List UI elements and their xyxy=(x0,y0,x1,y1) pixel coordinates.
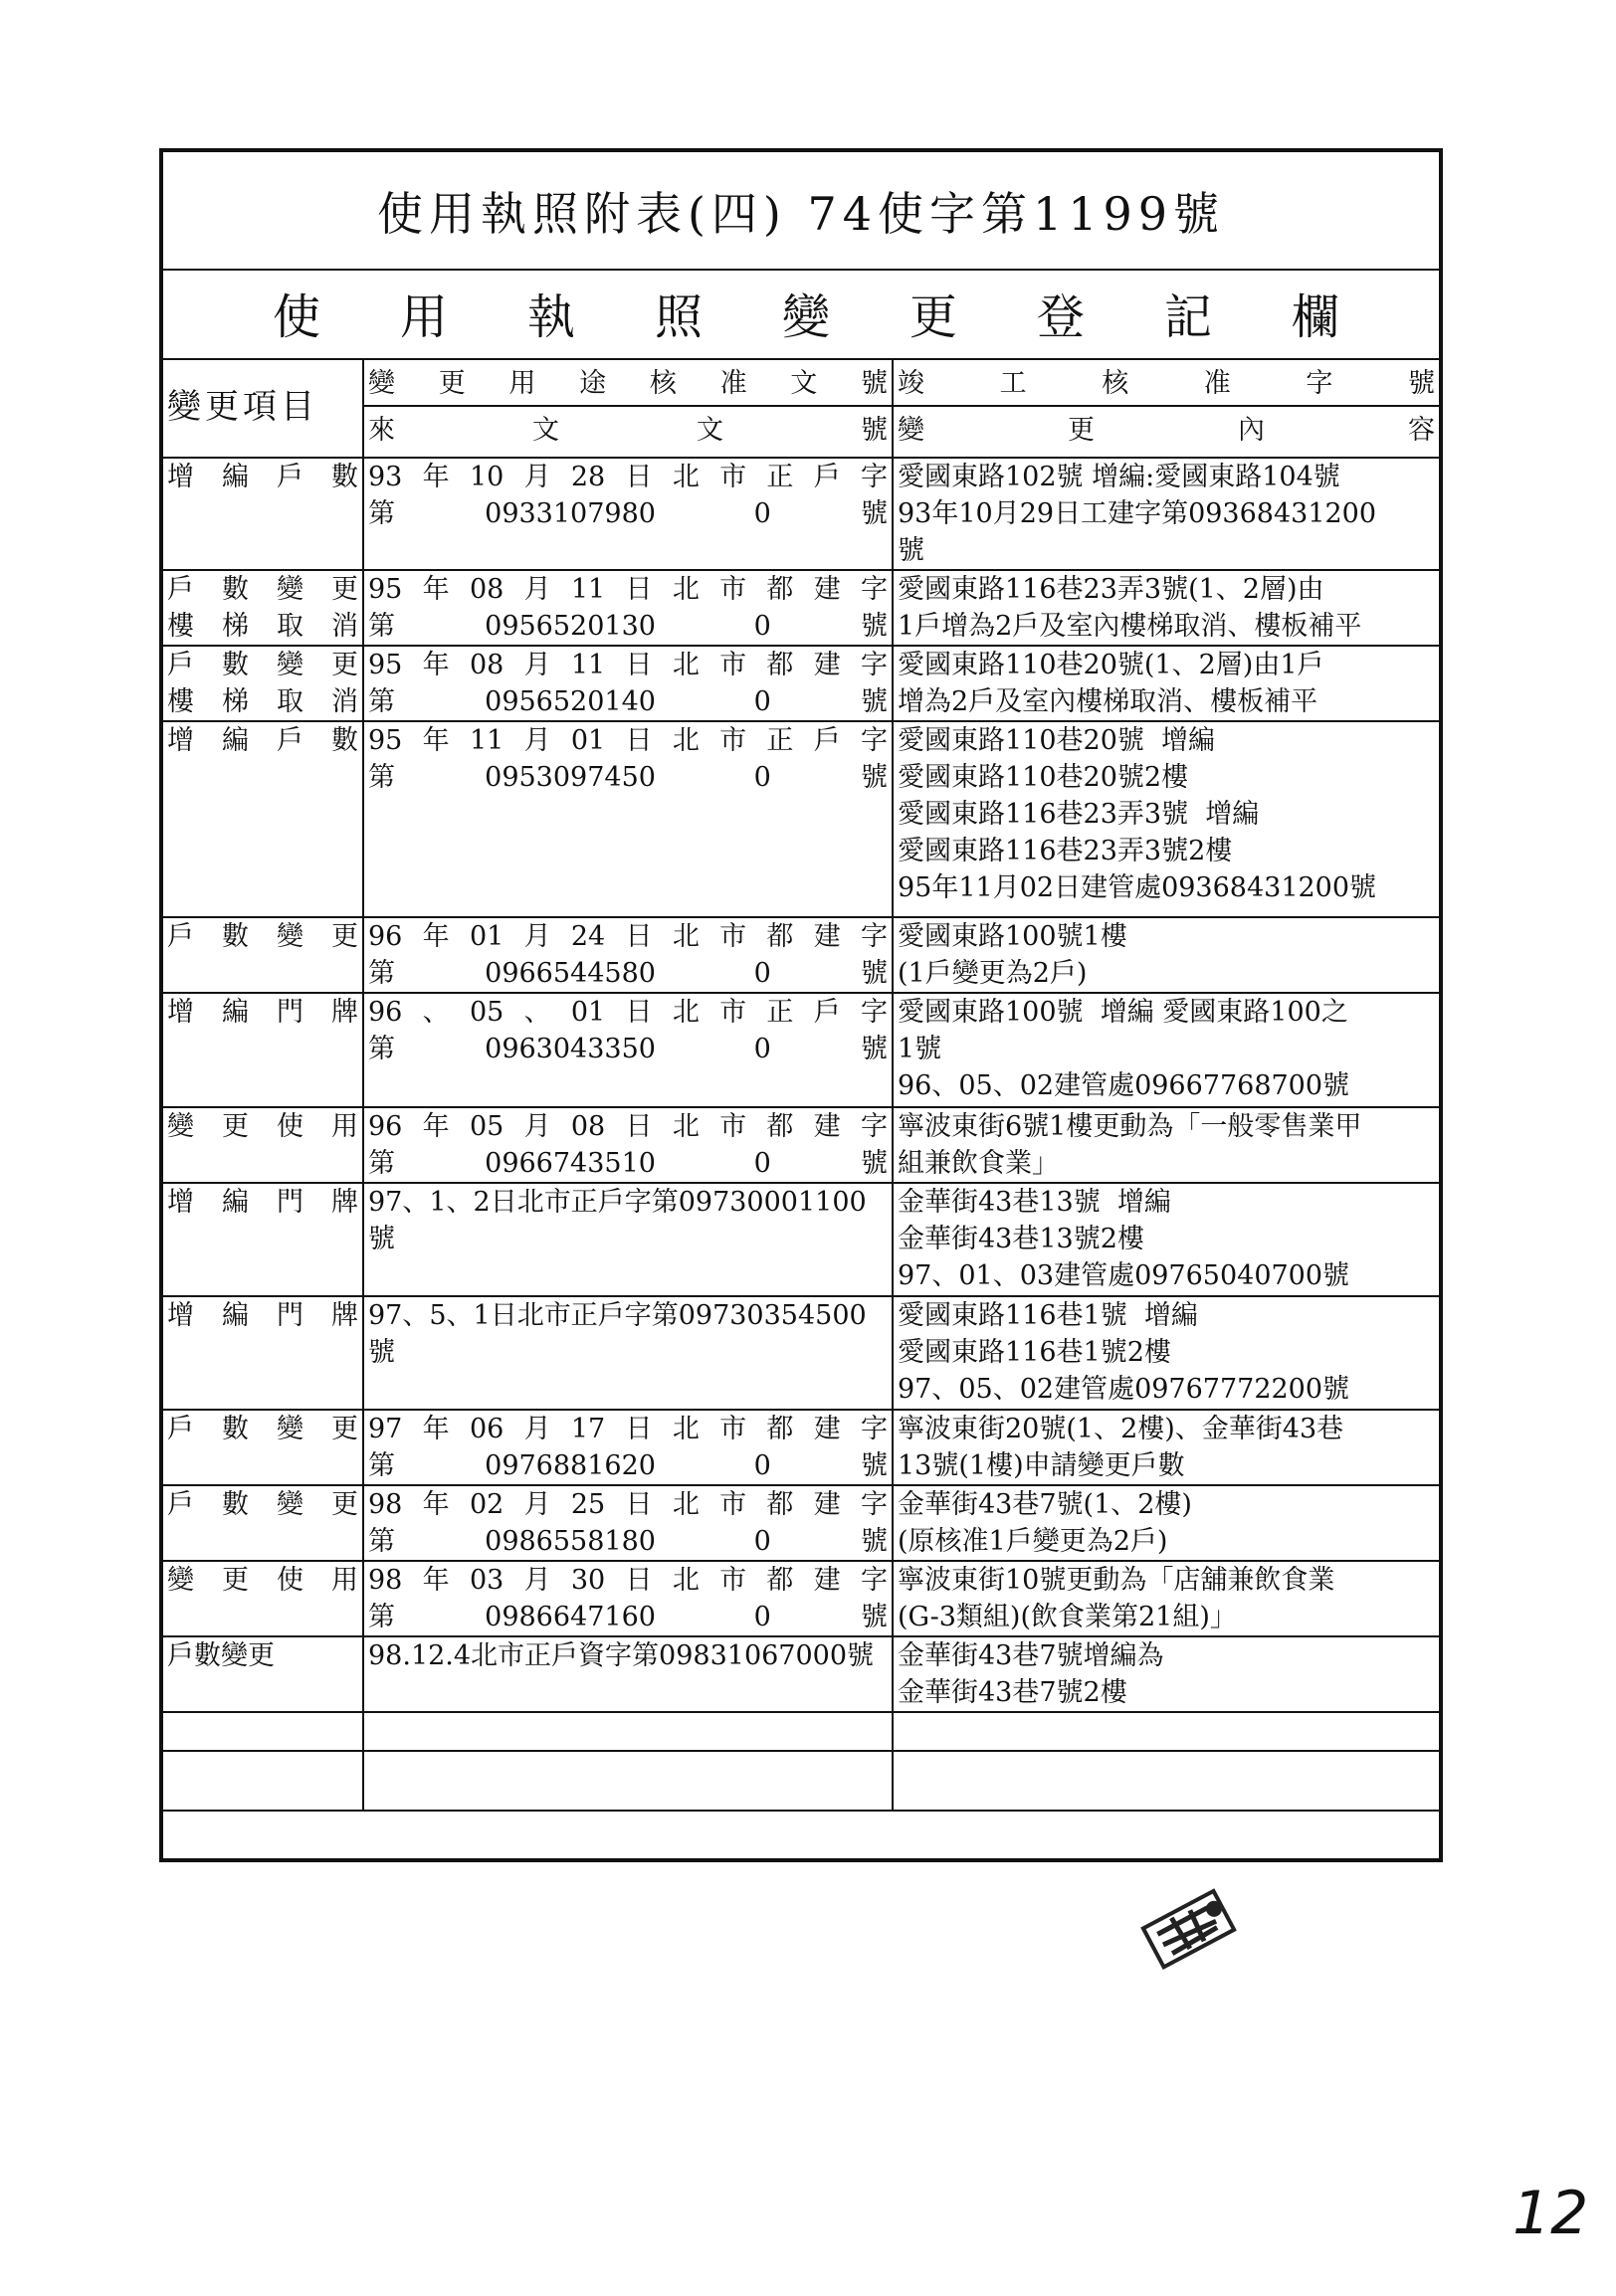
change-content-line: 愛國東路110巷20號2樓 xyxy=(898,762,1189,793)
change-content-line: 金華街43巷7號(1、2樓) xyxy=(898,1489,1192,1520)
change-content-line: 愛國東路100號 增編 愛國東路100之 xyxy=(898,997,1348,1028)
doc-number-cell xyxy=(363,1636,893,1712)
change-content-line: 愛國東路102號 增編:愛國東路104號 xyxy=(898,462,1340,492)
doc-number-cell xyxy=(363,1561,893,1636)
page-number: 12 xyxy=(1513,2179,1589,2248)
subtitle-char: 用 xyxy=(399,289,448,345)
item-label: 增編門牌 xyxy=(167,1187,358,1218)
item-label: 變更使用 xyxy=(167,1565,358,1596)
change-content-line: 寧波東街6號1樓更動為「一般零售業甲 xyxy=(898,1111,1362,1142)
change-content-cell xyxy=(893,1712,1439,1751)
change-content-line: 96、05、02建管處09667768700號 xyxy=(898,1070,1350,1101)
item-label: 變更使用 xyxy=(167,1111,358,1142)
table-row xyxy=(163,1183,1439,1296)
change-content-cell xyxy=(893,721,1439,917)
item-label xyxy=(167,1713,358,1750)
doc-number-line: 95年08月11日北市都建字 xyxy=(368,650,888,680)
item-label: 增編門牌 xyxy=(167,997,358,1028)
item-cell xyxy=(163,1561,363,1636)
item-label: 戶數變更 xyxy=(167,1640,275,1671)
header-change-content: 變更內容 xyxy=(898,415,1435,446)
table-row xyxy=(163,646,1439,721)
change-content-line: 金華街43巷7號2樓 xyxy=(898,1677,1127,1708)
item-label: 戶數變更 xyxy=(167,574,358,605)
item-cell xyxy=(163,646,363,721)
change-content-line: 愛國東路110巷20號(1、2層)由1戶 xyxy=(898,650,1324,680)
doc-number-cell xyxy=(363,1107,893,1183)
item-cell xyxy=(163,1410,363,1485)
doc-number-cell xyxy=(363,458,893,570)
header-completion-number: 竣工核准字號 xyxy=(894,358,1439,407)
subtitle-char: 照 xyxy=(654,289,703,345)
change-content-line: 愛國東路116巷1號 增編 xyxy=(898,1300,1198,1331)
title-row xyxy=(163,152,1439,271)
change-content-cell xyxy=(893,1561,1439,1636)
doc-number-line: 號 xyxy=(368,1337,395,1368)
change-content-line: 愛國東路116巷23弄3號(1、2層)由 xyxy=(898,574,1324,605)
change-content-line: 95年11月02日建管處09368431200號 xyxy=(898,872,1377,903)
doc-number-line: 96、05、01日北市正戶字 xyxy=(368,997,888,1028)
change-content-line: 寧波東街20號(1、2樓)、金華街43巷 xyxy=(898,1414,1344,1444)
change-content-line: 增為2戶及室內樓梯取消、樓板補平 xyxy=(898,686,1318,717)
doc-number-line: 第0956520130 0號 xyxy=(368,611,888,642)
doc-number-line: 98.12.4北市正戶資字第09831067000號 xyxy=(368,1640,875,1671)
doc-number-cell xyxy=(363,1296,893,1410)
change-content-line: (1戶變更為2戶) xyxy=(898,958,1088,989)
item-label: 樓梯取消 xyxy=(167,686,358,717)
change-content-cell xyxy=(893,1410,1439,1485)
table-row xyxy=(163,458,1439,570)
doc-number-cell xyxy=(363,1712,893,1751)
table-row xyxy=(163,1485,1439,1561)
doc-number-line: 95年11月01日北市正戶字 xyxy=(368,725,888,756)
header-doc-cell xyxy=(363,358,893,458)
item-label xyxy=(167,1752,358,1789)
document-frame xyxy=(159,148,1443,1862)
change-content-line: 組兼飲食業」 xyxy=(898,1148,1059,1179)
item-cell xyxy=(163,1751,363,1811)
change-content-cell xyxy=(893,570,1439,646)
stamp-mark xyxy=(1129,1885,1249,1975)
change-content-line: 愛國東路110巷20號 增編 xyxy=(898,725,1216,756)
item-label: 戶數變更 xyxy=(167,1414,358,1444)
item-label: 增編門牌 xyxy=(167,1300,358,1331)
item-label: 增編戶數 xyxy=(167,725,358,756)
table-row xyxy=(163,1751,1439,1811)
item-cell xyxy=(163,1107,363,1183)
change-content-cell xyxy=(893,993,1439,1107)
doc-number-cell xyxy=(363,721,893,917)
change-content-line: (原核准1戶變更為2戶) xyxy=(898,1526,1168,1557)
table-row xyxy=(163,1107,1439,1183)
doc-number-line: 第0956520140 0號 xyxy=(368,686,888,717)
subtitle-char: 執 xyxy=(526,289,575,345)
doc-number-line: 96年01月24日北市都建字 xyxy=(368,921,888,952)
doc-number-line: 97、1、2日北市正戶字第09730001100 xyxy=(368,1187,867,1218)
change-content-line: 愛國東路116巷1號2樓 xyxy=(898,1337,1171,1368)
doc-number-line: 號 xyxy=(368,1224,395,1254)
doc-number-cell xyxy=(363,646,893,721)
change-content-cell xyxy=(893,1107,1439,1183)
change-content-line: 愛國東路116巷23弄3號 增編 xyxy=(898,799,1260,830)
change-content-line: 號 xyxy=(898,535,924,566)
doc-number-line: 97年06月17日北市都建字 xyxy=(368,1414,888,1444)
change-content-line: 1戶增為2戶及室內樓梯取消、樓板補平 xyxy=(898,611,1362,642)
table-row xyxy=(163,1712,1439,1751)
document-subtitle xyxy=(273,279,1339,347)
doc-number-line: 第0966743510 0號 xyxy=(368,1148,888,1179)
header-item-label: 變更項目 xyxy=(167,386,318,427)
change-content-line: 愛國東路116巷23弄3號2樓 xyxy=(898,836,1233,866)
item-cell xyxy=(163,917,363,993)
change-content-cell xyxy=(893,1751,1439,1811)
change-content-line: 93年10月29日工建字第09368431200 xyxy=(898,498,1377,529)
subtitle-char: 使 xyxy=(273,289,321,345)
doc-number-line: 98年03月30日北市都建字 xyxy=(368,1565,888,1596)
subtitle-char: 變 xyxy=(781,289,830,345)
item-label: 戶數變更 xyxy=(167,1489,358,1520)
table-row xyxy=(163,1561,1439,1636)
item-cell xyxy=(163,993,363,1107)
doc-number-line: 97、5、1日北市正戶字第09730354500 xyxy=(368,1300,867,1331)
change-content-cell xyxy=(893,1636,1439,1712)
table-row xyxy=(163,570,1439,646)
header-incoming-number: 來文文號 xyxy=(368,415,888,446)
change-content-line: 愛國東路100號1樓 xyxy=(898,921,1127,952)
subtitle-char: 登 xyxy=(1036,289,1085,345)
doc-number-cell xyxy=(363,917,893,993)
item-cell xyxy=(163,1485,363,1561)
doc-number-line: 98年02月25日北市都建字 xyxy=(368,1489,888,1520)
subtitle-char: 更 xyxy=(909,289,957,345)
doc-number-line: 93年10月28日北市正戶字 xyxy=(368,462,888,492)
header-approval-number: 變更用途核准文號 xyxy=(364,358,892,407)
table-row xyxy=(163,721,1439,917)
doc-number-cell xyxy=(363,1183,893,1296)
header-item-cell xyxy=(163,358,363,458)
item-label: 戶數變更 xyxy=(167,650,358,680)
change-content-line: 寧波東街10號更動為「店舖兼飲食業 xyxy=(898,1565,1335,1596)
item-label: 戶數變更 xyxy=(167,921,358,952)
item-cell xyxy=(163,570,363,646)
doc-number-line: 95年08月11日北市都建字 xyxy=(368,574,888,605)
change-content-cell xyxy=(893,458,1439,570)
doc-number-cell xyxy=(363,993,893,1107)
change-content-line: 金華街43巷13號 增編 xyxy=(898,1187,1171,1218)
table-row xyxy=(163,1410,1439,1485)
doc-number-cell xyxy=(363,1410,893,1485)
subtitle-char: 記 xyxy=(1163,289,1212,345)
change-content-line: 金華街43巷7號增編為 xyxy=(898,1640,1164,1671)
doc-number-line: 第0976881620 0號 xyxy=(368,1450,888,1481)
doc-number-cell xyxy=(363,1485,893,1561)
change-content-line: 金華街43巷13號2樓 xyxy=(898,1224,1144,1254)
doc-number-line: 96年05月08日北市都建字 xyxy=(368,1111,888,1142)
change-content-cell xyxy=(893,917,1439,993)
doc-number-cell xyxy=(363,1751,893,1811)
doc-number-line: 第0963043350 0號 xyxy=(368,1034,888,1064)
subtitle-char: 欄 xyxy=(1291,289,1339,345)
item-label: 增編戶數 xyxy=(167,462,358,492)
item-cell xyxy=(163,1183,363,1296)
change-record-table xyxy=(163,358,1439,1812)
doc-number-line: 第0986647160 0號 xyxy=(368,1602,888,1632)
table-row xyxy=(163,1296,1439,1410)
table-row xyxy=(163,1636,1439,1712)
change-content-line: 97、01、03建管處09765040700號 xyxy=(898,1260,1350,1291)
item-cell xyxy=(163,1712,363,1751)
change-content-cell xyxy=(893,646,1439,721)
item-cell xyxy=(163,458,363,570)
doc-number-line: 第0953097450 0號 xyxy=(368,762,888,793)
item-cell xyxy=(163,721,363,917)
item-cell xyxy=(163,1636,363,1712)
item-cell xyxy=(163,1296,363,1410)
header-content-cell xyxy=(893,358,1439,458)
subtitle-row xyxy=(163,269,1439,360)
table-header-row xyxy=(163,358,1439,458)
table-row xyxy=(163,993,1439,1107)
doc-number-line: 第0986558180 0號 xyxy=(368,1526,888,1557)
change-content-cell xyxy=(893,1183,1439,1296)
document-title: 使用執照附表(四) 74使字第1199號 xyxy=(376,186,1226,241)
change-content-line: 13號(1樓)申請變更戶數 xyxy=(898,1450,1185,1481)
change-content-cell xyxy=(893,1485,1439,1561)
doc-number-line: 第0966544580 0號 xyxy=(368,958,888,989)
item-label: 樓梯取消 xyxy=(167,611,358,642)
table-row xyxy=(163,917,1439,993)
change-content-line: 1號 xyxy=(898,1034,942,1064)
change-content-cell xyxy=(893,1296,1439,1410)
change-content-line: 97、05、02建管處09767772200號 xyxy=(898,1374,1350,1405)
doc-number-line: 第0933107980 0號 xyxy=(368,498,888,529)
doc-number-cell xyxy=(363,570,893,646)
change-content-line: (G-3類組)(飲食業第21組)」 xyxy=(898,1602,1237,1632)
